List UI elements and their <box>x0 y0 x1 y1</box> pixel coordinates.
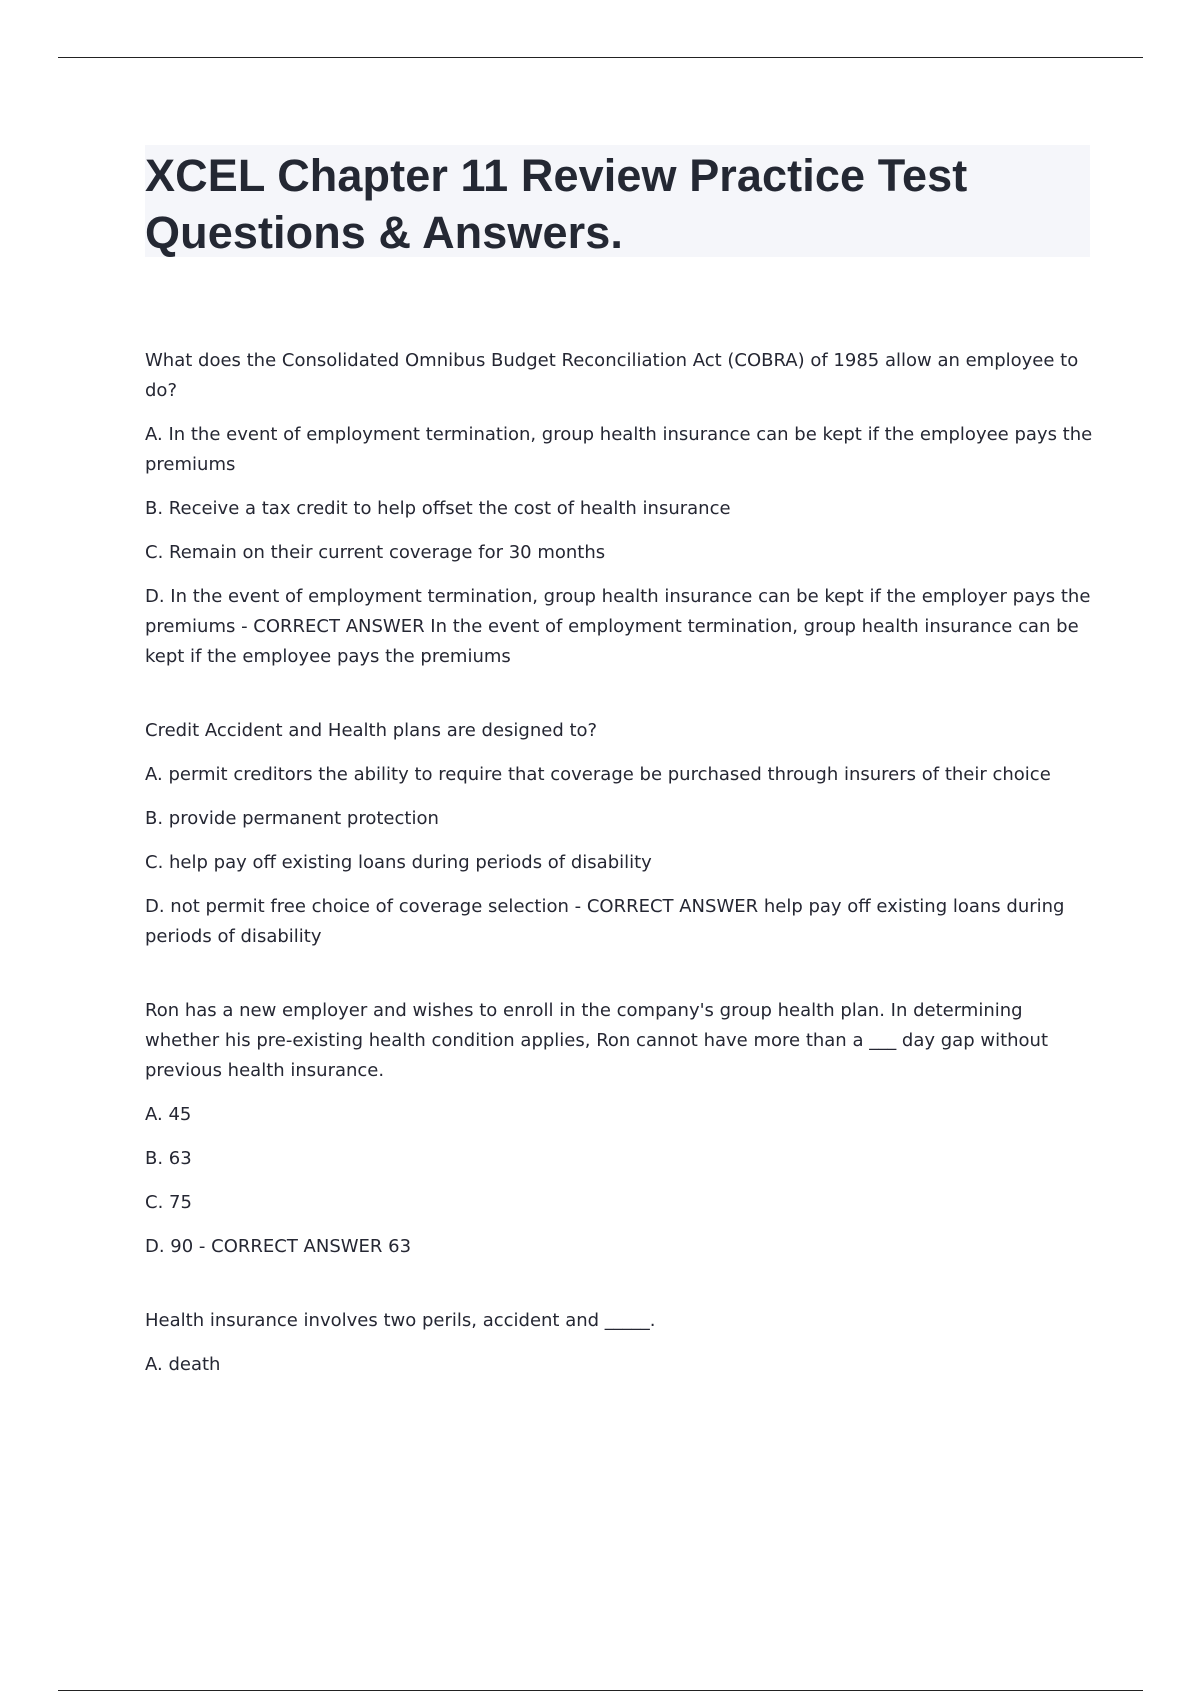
answer-option: A. In the event of employment termination, group health insurance can be kept if the employee pays the premiums <box>145 424 1093 475</box>
answer-option: C. Remain on their current coverage for 30 months <box>145 542 606 563</box>
answer-option: D. not permit free choice of coverage selection - CORRECT ANSWER help pay off existing loans during periods of disability <box>145 896 1065 947</box>
question-text: Ron has a new employer and wishes to enroll in the company's group health plan. In determining whether his pre-existing health condition applies, Ron cannot have more than a ___ day gap without previous health insurance. <box>145 1000 1049 1081</box>
answer-option: A. death <box>145 1354 221 1375</box>
question-item <box>145 716 1095 952</box>
question-item <box>145 996 1095 1262</box>
answer-option: D. In the event of employment termination, group health insurance can be kept if the employer pays the premiums - CORRECT ANSWER In the event of employment termination, group health insurance can be kept if the employee pays the premiums <box>145 586 1091 667</box>
question-list <box>145 346 1095 1424</box>
question-item <box>145 1306 1095 1380</box>
answer-option: A. 45 <box>145 1104 192 1125</box>
answer-option: C. 75 <box>145 1192 192 1213</box>
question-text: Credit Accident and Health plans are designed to? <box>145 720 598 741</box>
answer-option: A. permit creditors the ability to require that coverage be purchased through insurers of their choice <box>145 764 1051 785</box>
question-text: What does the Consolidated Omnibus Budget Reconciliation Act (COBRA) of 1985 allow an employee to do? <box>145 350 1079 401</box>
top-rule <box>58 57 1143 58</box>
document-title <box>145 147 1090 261</box>
bottom-rule <box>58 1690 1143 1691</box>
answer-option: B. 63 <box>145 1148 192 1169</box>
question-item <box>145 346 1095 672</box>
answer-option: C. help pay off existing loans during periods of disability <box>145 852 652 873</box>
answer-option: D. 90 - CORRECT ANSWER 63 <box>145 1236 412 1257</box>
question-text: Health insurance involves two perils, accident and _____. <box>145 1310 656 1331</box>
title-line-2: Questions & Answers. <box>145 207 623 258</box>
answer-option: B. provide permanent protection <box>145 808 439 829</box>
answer-option: B. Receive a tax credit to help offset the cost of health insurance <box>145 498 731 519</box>
title-line-1: XCEL Chapter 11 Review Practice Test <box>145 150 968 201</box>
title-block <box>145 145 1090 257</box>
